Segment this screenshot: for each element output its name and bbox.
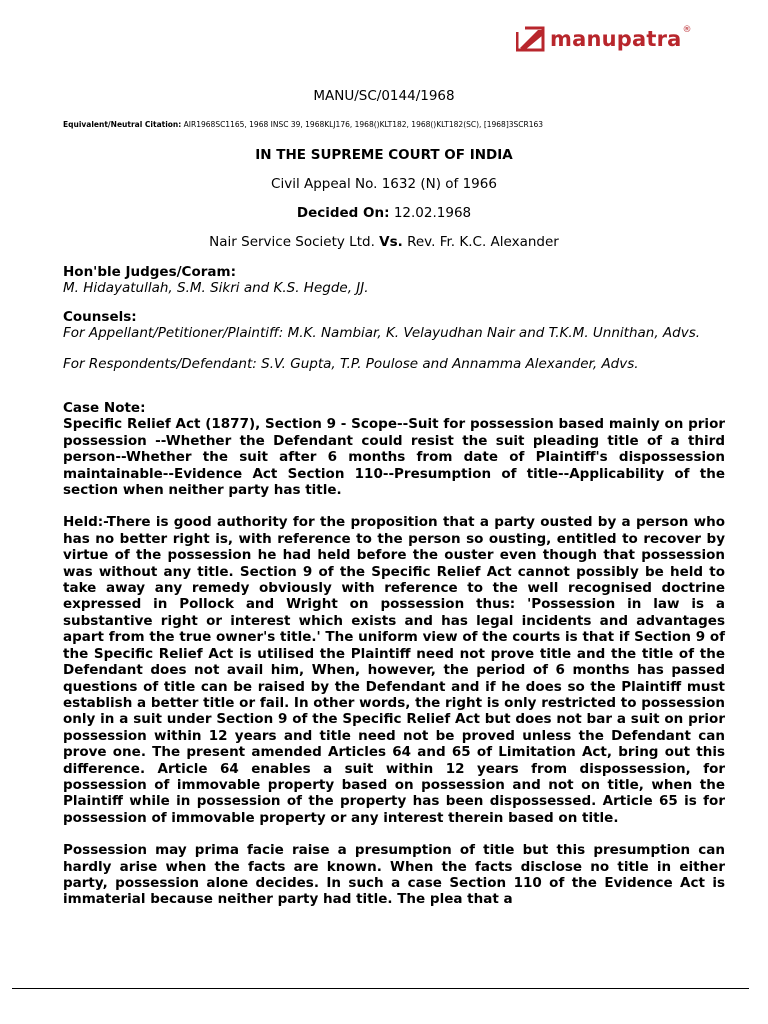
footer-rule bbox=[12, 988, 749, 989]
decided-on-date: 12.02.1968 bbox=[393, 205, 472, 221]
case-note-summary: Specific Relief Act (1877), Section 9 - Scope--Suit for possession based mainly on prior possession --Whether the Defendant could resist the suit pleading title of a third person--Whether the suit after 6 months from date of Plaintiff's dispossession maintainable--Evidence Act Section 110--Presumption of title--Applicability of the section when neither party has title. bbox=[63, 416, 725, 499]
counsel-respondent: For Respondents/Defendant: S.V. Gupta, T.P. Poulose and Annamma Alexander, Advs. bbox=[63, 355, 639, 372]
logo-text: manupatra bbox=[550, 27, 682, 51]
equivalent-citation-label: Equivalent/Neutral Citation: bbox=[63, 120, 182, 129]
case-note-section bbox=[63, 400, 725, 908]
court-name: IN THE SUPREME COURT OF INDIA bbox=[255, 147, 513, 163]
versus: Vs. bbox=[379, 234, 403, 250]
equivalent-citation-value: AIR1968SC1165, 1968 INSC 39, 1968KLJ176, 1968()KLT182, 1968()KLT182(SC), [1968]3SCR163 bbox=[183, 120, 544, 129]
registered-mark: ® bbox=[682, 25, 692, 35]
citation-id: MANU/SC/0144/1968 bbox=[313, 88, 455, 104]
counsel-appellant: For Appellant/Petitioner/Plaintiff: M.K. Nambiar, K. Velayudhan Nair and T.K.M. Unnithan, Advs. bbox=[63, 325, 701, 342]
case-note-heading: Case Note: bbox=[63, 400, 146, 416]
party-appellant: Nair Service Society Ltd. bbox=[209, 234, 375, 250]
decided-on bbox=[0, 205, 768, 221]
counsels-section bbox=[63, 309, 725, 372]
equivalent-citation bbox=[63, 120, 543, 129]
decided-on-label: Decided On: bbox=[296, 205, 390, 221]
party-respondent: Rev. Fr. K.C. Alexander bbox=[407, 234, 559, 250]
case-parties bbox=[0, 234, 768, 250]
manupatra-logo bbox=[516, 24, 692, 54]
appeal-number: Civil Appeal No. 1632 (N) of 1966 bbox=[271, 176, 497, 192]
manupatra-logo-icon bbox=[516, 26, 546, 52]
judges-section bbox=[63, 264, 725, 297]
judges-names: M. Hidayatullah, S.M. Sikri and K.S. Hegde, JJ. bbox=[63, 280, 369, 297]
judges-heading: Hon'ble Judges/Coram: bbox=[63, 264, 236, 280]
case-note-held: Held:-There is good authority for the proposition that a party ousted by a person who has no better right is, with reference to the person so ousting, entitled to recover by virtue of the possession he had held before the ouster even though that possession was without any title. Section 9 of the Specific Relief Act cannot possibly be held to take away any remedy obviously with reference to the well recognised doctrine expressed in Pollock and Wright on possession thus: 'Possession in law is a substantive right or interest which exists and has legal incidents and advantages apart from the true owner's title.' The uniform view of the courts is that if Section 9 of the Specific Relief Act is utilised the Plaintiff need not prove title and the title of the Defendant does not avail him, When, however, the period of 6 months has passed questions of title can be raised by the Defendant and if he does so the Plaintiff must establish a better title or fail. In other words, the right is only restricted to possession only in a suit under Section 9 of the Specific Relief Act but does not bar a suit on prior possession within 12 years and title need not be proved unless the Defendant can prove one. The present amended Articles 64 and 65 of Limitation Act, bring out this difference. Article 64 enables a suit within 12 years from dispossession, for possession of immovable property based on possession and not on title, when the Plaintiff while in possession of the property has been dispossessed. Article 65 is for possession of immovable property or any interest therein based on title. bbox=[63, 514, 725, 826]
counsels-heading: Counsels: bbox=[63, 309, 137, 325]
case-note-possession: Possession may prima facie raise a presumption of title but this presumption can hardly arise when the facts are known. When the facts disclose no title in either party, possession alone decides. In such a case Section 110 of the Evidence Act is immaterial because neither party had title. The plea that a bbox=[63, 842, 725, 908]
